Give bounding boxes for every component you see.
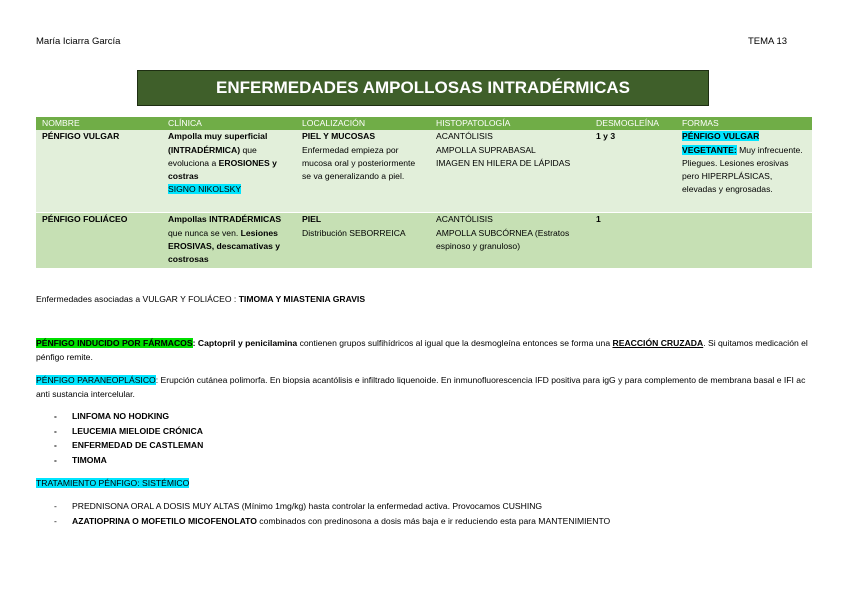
cell-desmogleina: 1 bbox=[590, 213, 676, 269]
cell-localizacion: PIEL Y MUCOSAS Enfermedad empieza por mucosa oral y posteriormente se va generalizando a piel. bbox=[296, 130, 430, 213]
column-header: CLÍNICA bbox=[162, 117, 296, 130]
paraneoplastic-list bbox=[52, 409, 203, 467]
associated-diseases-line: Enfermedades asociadas a VULGAR Y FOLIÁCEO : TIMOMA Y MIASTENIA GRAVIS bbox=[36, 294, 366, 304]
list-item: - LINFOMA NO HODKING bbox=[52, 409, 203, 424]
highlight-text: PÉNFIGO PARANEOPLÁSICO bbox=[36, 375, 156, 385]
highlight-text: TRATAMIENTO PÉNFIGO: SISTÉMICO bbox=[36, 478, 190, 488]
page-title-text: ENFERMEDADES AMPOLLOSAS INTRADÉRMICAS bbox=[216, 78, 630, 97]
cell-localizacion: PIEL Distribución SEBORREICA bbox=[296, 213, 430, 269]
list-item: - AZATIOPRINA O MOFETILO MICOFENOLATO combinados con predinosona a dosis más baja e ir reduciendo esta para MANTENIMIENTO bbox=[52, 514, 610, 529]
column-header: FORMAS bbox=[676, 117, 812, 130]
highlight-text: PÉNFIGO INDUCIDO POR FÁRMACOS bbox=[36, 338, 193, 348]
drug-induced-paragraph: PÉNFIGO INDUCIDO POR FÁRMACOS: Captopril y penicilamina contienen grupos sulfihídricos al igual que la desmogleína entonces se forma una REACCIÓN CRUZADA. Si quitamos medicación el pénfigo remite. bbox=[36, 338, 808, 362]
cell-desmogleina: 1 y 3 bbox=[590, 130, 676, 213]
column-header: DESMOGLEÍNA bbox=[590, 117, 676, 130]
cell-nombre: PÉNFIGO FOLIÁCEO bbox=[36, 213, 162, 269]
author-name: María Iciarra García bbox=[36, 36, 121, 47]
table-row bbox=[36, 130, 812, 213]
highlight-text: PÉNFIGO VULGAR VEGETANTE: bbox=[682, 131, 760, 155]
cell-histopatologia: ACANTÓLISIS AMPOLLA SUPRABASAL IMAGEN EN HILERA DE LÁPIDAS bbox=[430, 130, 590, 213]
column-header: HISTOPATOLOGÍA bbox=[430, 117, 590, 130]
page-title bbox=[137, 70, 709, 106]
column-header: LOCALIZACIÓN bbox=[296, 117, 430, 130]
list-item: - TIMOMA bbox=[52, 453, 203, 468]
list-item: - PREDNISONA ORAL A DOSIS MUY ALTAS (Mínimo 1mg/kg) hasta controlar la enfermedad activa. Provocamos CUSHING bbox=[52, 499, 610, 514]
diseases-table bbox=[36, 117, 812, 268]
table-row bbox=[36, 213, 812, 269]
list-item: - LEUCEMIA MIELOIDE CRÓNICA bbox=[52, 424, 203, 439]
table-header-row bbox=[36, 117, 812, 130]
treatment-list bbox=[52, 499, 610, 528]
cell-formas: PÉNFIGO VULGAR VEGETANTE: Muy infrecuente. Pliegues. Lesiones erosivas pero HIPERPLÁSICAS, elevadas y engrosadas. bbox=[676, 130, 812, 213]
cell-nombre: PÉNFIGO VULGAR bbox=[36, 130, 162, 213]
highlight-text: SIGNO NIKOLSKY bbox=[168, 184, 242, 195]
topic-label: TEMA 13 bbox=[748, 36, 788, 47]
list-item: - ENFERMEDAD DE CASTLEMAN bbox=[52, 438, 203, 453]
column-header: NOMBRE bbox=[36, 117, 162, 130]
treatment-heading bbox=[36, 476, 812, 490]
paraneoplastic-paragraph: PÉNFIGO PARANEOPLÁSICO: Erupción cutánea polimorfa. En biopsia acantólisis e infiltrado liquenoide. En inmunofluorescencia IFD positiva para igG y para complemento de membrana basal e IFI ac anti sustancia intercelular. bbox=[36, 375, 806, 399]
cell-clinica: Ampollas INTRADÉRMICAS que nunca se ven. Lesiones EROSIVAS, descamativas y costrosas bbox=[162, 213, 296, 269]
cell-formas bbox=[676, 213, 812, 269]
cell-clinica: Ampolla muy superficial (INTRADÉRMICA) que evoluciona a EROSIONES y costras SIGNO NIKOLSKY bbox=[162, 130, 296, 213]
cell-histopatologia: ACANTÓLISIS AMPOLLA SUBCÓRNEA (Estratos espinoso y granuloso) bbox=[430, 213, 590, 269]
